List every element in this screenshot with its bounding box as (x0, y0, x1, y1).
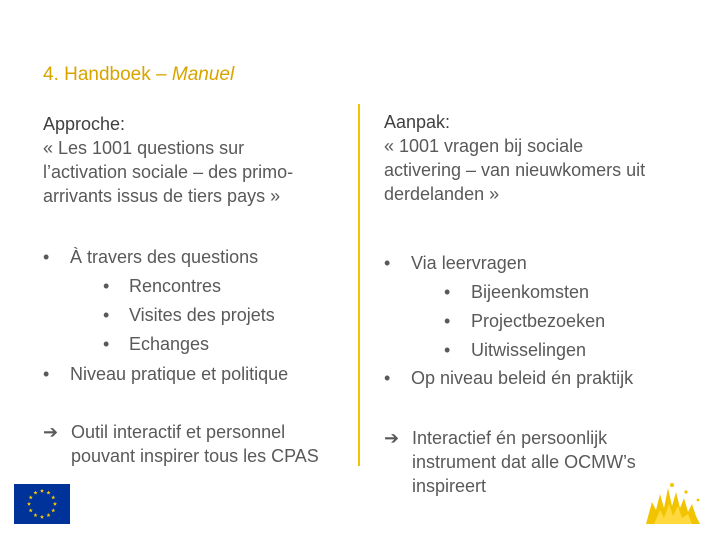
list-item (103, 276, 222, 297)
list-item-text: Echanges (129, 334, 210, 354)
list-item (444, 340, 587, 361)
list-item (43, 364, 289, 385)
left-heading: Approche: (43, 114, 126, 134)
left-column (43, 112, 343, 208)
right-conclusion-line-2: instrument dat alle OCMW’s (412, 452, 636, 472)
list-item-text: Uitwisselingen (471, 340, 587, 360)
left-quote-line-2: l’activation sociale – des primo- (43, 162, 294, 182)
right-conclusion-line-1: Interactief én persoonlijk (412, 428, 608, 448)
bullet-glyph: • (103, 276, 110, 296)
eu-flag-icon (14, 484, 70, 524)
list-item (444, 282, 590, 303)
right-quote-line-2: activering – van nieuwkomers uit (384, 160, 646, 180)
left-conclusion-line-2: pouvant inspirer tous les CPAS (71, 446, 319, 466)
yellow-flame-logo-icon (642, 480, 704, 526)
right-conclusion-line-3: inspireert (412, 476, 487, 496)
bullet-glyph: • (43, 247, 50, 267)
list-item (384, 368, 634, 389)
arrow-icon: ➔ (384, 428, 400, 448)
list-item-text: Projectbezoeken (471, 311, 606, 331)
list-item-text: Via leervragen (411, 253, 527, 273)
left-conclusion-text (71, 420, 319, 468)
list-item (43, 247, 259, 268)
bullet-glyph: • (43, 364, 50, 384)
column-divider (358, 104, 360, 466)
title-main: 4. Handboek – (43, 64, 172, 85)
slide-title (43, 64, 234, 86)
right-heading: Aanpak: (384, 112, 451, 132)
list-item (384, 253, 527, 274)
bullet-glyph: • (444, 340, 451, 360)
list-item-text: Bijeenkomsten (471, 282, 590, 302)
right-quote-line-3: derdelanden » (384, 184, 500, 204)
list-item-text: Niveau pratique et politique (70, 364, 289, 384)
list-item-text: Rencontres (129, 276, 222, 296)
list-item-text: À travers des questions (70, 247, 259, 267)
right-quote-line-1: « 1001 vragen bij sociale (384, 136, 584, 156)
list-item-text: Visites des projets (129, 305, 275, 325)
arrow-icon: ➔ (43, 422, 59, 442)
bullet-glyph: • (384, 368, 391, 388)
title-italic: Manuel (171, 64, 235, 85)
left-quote-line-1: « Les 1001 questions sur (43, 138, 245, 158)
list-item-text: Op niveau beleid én praktijk (411, 368, 634, 388)
right-column (384, 110, 704, 206)
list-item (444, 311, 606, 332)
bullet-glyph: • (444, 311, 451, 331)
left-conclusion-line-1: Outil interactif et personnel (71, 422, 286, 442)
right-conclusion-text (412, 426, 636, 498)
bullet-glyph: • (384, 253, 391, 273)
left-quote-line-3: arrivants issus de tiers pays » (43, 186, 281, 206)
bullet-glyph: • (103, 334, 110, 354)
bullet-glyph: • (103, 305, 110, 325)
bullet-glyph: • (444, 282, 451, 302)
list-item (103, 305, 275, 326)
list-item (103, 334, 210, 355)
